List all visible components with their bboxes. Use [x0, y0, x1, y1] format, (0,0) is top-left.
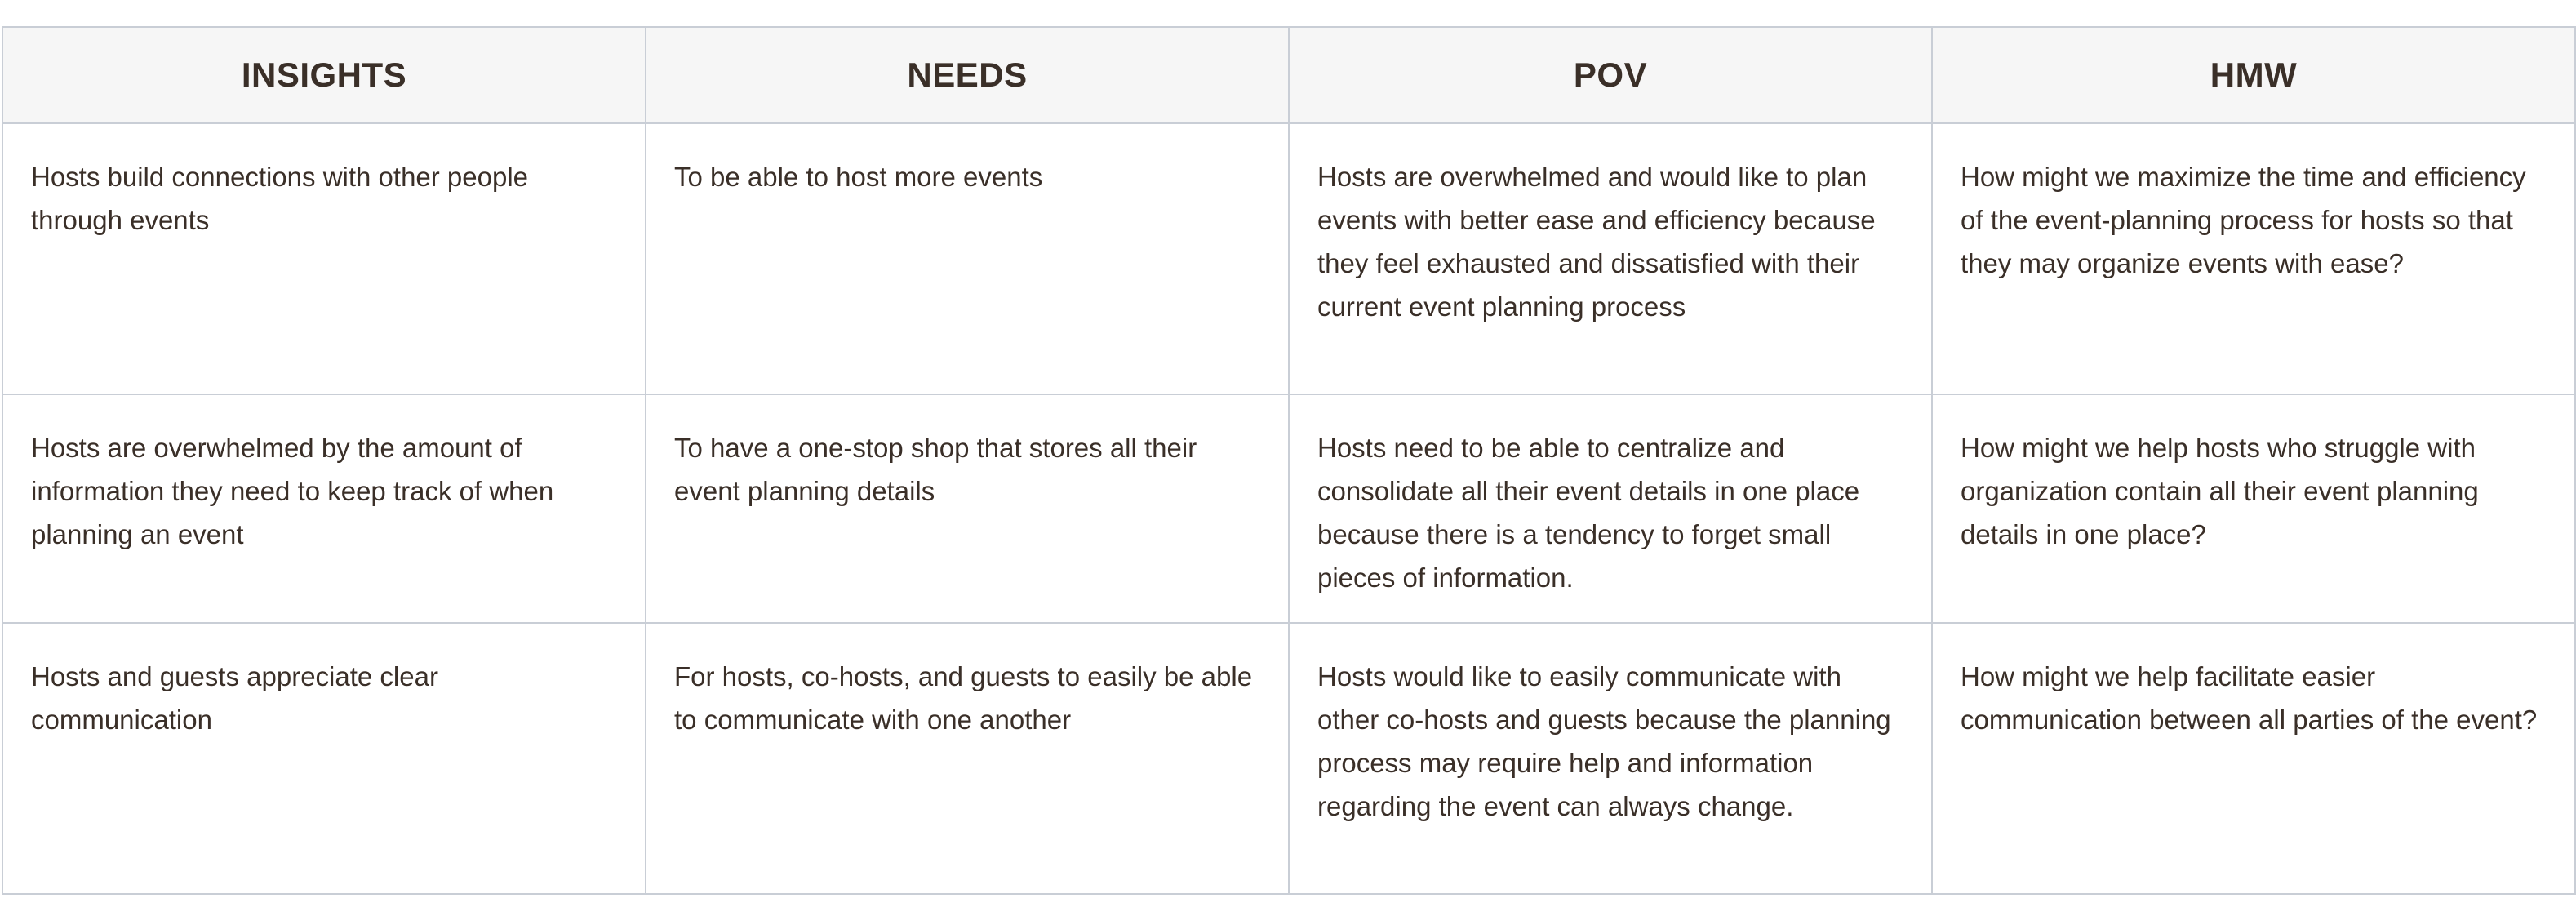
- column-header-pov: POV: [1289, 27, 1932, 123]
- need-cell: To be able to host more events: [646, 123, 1289, 394]
- column-header-insights: INSIGHTS: [2, 27, 646, 123]
- insight-cell: Hosts and guests appreciate clear communication: [2, 623, 646, 894]
- header-row: [2, 27, 2575, 123]
- hmw-cell: How might we help hosts who struggle with organization contain all their event planning details in one place?: [1932, 394, 2575, 623]
- pov-cell: Hosts would like to easily communicate with other co-hosts and guests because the planning process may require help and information regarding the event can always change.: [1289, 623, 1932, 894]
- pov-cell: Hosts need to be able to centralize and consolidate all their event details in one place because there is a tendency to forget small pieces of information.: [1289, 394, 1932, 623]
- insight-cell: Hosts build connections with other people through events: [2, 123, 646, 394]
- table-row: [2, 394, 2575, 623]
- column-header-needs: NEEDS: [646, 27, 1289, 123]
- hmw-cell: How might we maximize the time and efficiency of the event-planning process for hosts so that they may organize events with ease?: [1932, 123, 2575, 394]
- pov-cell: Hosts are overwhelmed and would like to plan events with better ease and efficiency because they feel exhausted and dissatisfied with their current event planning process: [1289, 123, 1932, 394]
- table-row: [2, 623, 2575, 894]
- column-header-hmw: HMW: [1932, 27, 2575, 123]
- insights-needs-pov-hmw-table: [2, 26, 2576, 895]
- hmw-cell: How might we help facilitate easier communication between all parties of the event?: [1932, 623, 2575, 894]
- need-cell: For hosts, co-hosts, and guests to easily be able to communicate with one another: [646, 623, 1289, 894]
- insight-cell: Hosts are overwhelmed by the amount of information they need to keep track of when planning an event: [2, 394, 646, 623]
- table-row: [2, 123, 2575, 394]
- need-cell: To have a one-stop shop that stores all their event planning details: [646, 394, 1289, 623]
